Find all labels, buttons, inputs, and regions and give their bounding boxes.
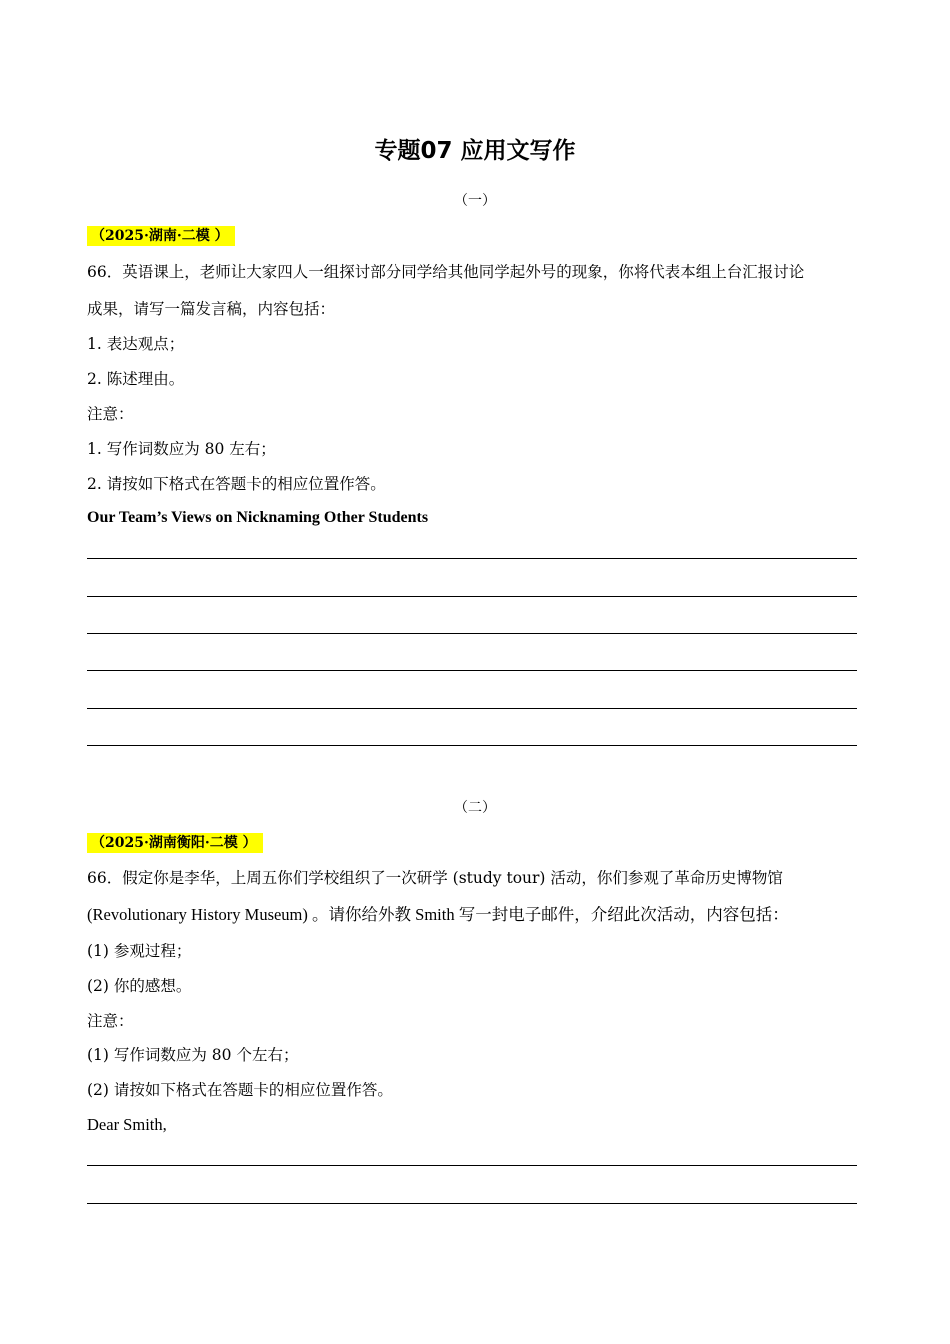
answer-line [87,708,857,709]
answer-line [87,1165,857,1166]
section-2-salutation: Dear Smith, [87,1115,167,1134]
section-2-prompt-line-1: 66．假定你是李华，上周五你们学校组织了一次研学 (study tour) 活动，你们参观了革命历史博物馆 [87,869,783,887]
answer-line [87,633,857,634]
section-1-source-badge: （2025·湖南·二模 ） [87,226,235,246]
section-2-prompt-line-2: (Revolutionary History Museum) 。请你给外教 Smith 写一封电子邮件，介绍此次活动，内容包括： [87,905,789,924]
section-2-requirement-2: (2) 你的感想。 [87,977,192,995]
section-2-note-heading: 注意： [87,1012,134,1030]
answer-line [87,558,857,559]
section-2-requirement-1: (1) 参观过程； [87,942,192,960]
section-1-prompt-line-2: 成果，请写一篇发言稿，内容包括： [87,300,336,318]
answer-line [87,1203,857,1204]
section-2-note-2: (2) 请按如下格式在答题卡的相应位置作答。 [87,1081,393,1099]
page-title: 专题07 应用文写作 [374,138,576,164]
section-1-note-2: 2. 请按如下格式在答题卡的相应位置作答。 [87,475,386,493]
section-1-requirement-2: 2. 陈述理由。 [87,370,185,388]
section-2-label: （二） [454,800,496,816]
section-1-essay-title: Our Team’s Views on Nicknaming Other Students [87,509,429,526]
section-2-note-1: (1) 写作词数应为 80 个左右； [87,1046,299,1064]
answer-line [87,596,857,597]
answer-line [87,670,857,671]
section-2-source-badge: （2025·湖南衡阳·二模 ） [87,833,263,853]
section-1-label: （一） [454,193,496,209]
section-1-note-1: 1. 写作词数应为 80 左右； [87,440,276,458]
section-1-prompt-line-1: 66．英语课上，老师让大家四人一组探讨部分同学给其他同学起外号的现象，你将代表本组上台汇报讨论 [87,263,805,281]
section-1-note-heading: 注意： [87,405,134,423]
answer-line [87,745,857,746]
section-1-requirement-1: 1. 表达观点； [87,335,185,353]
